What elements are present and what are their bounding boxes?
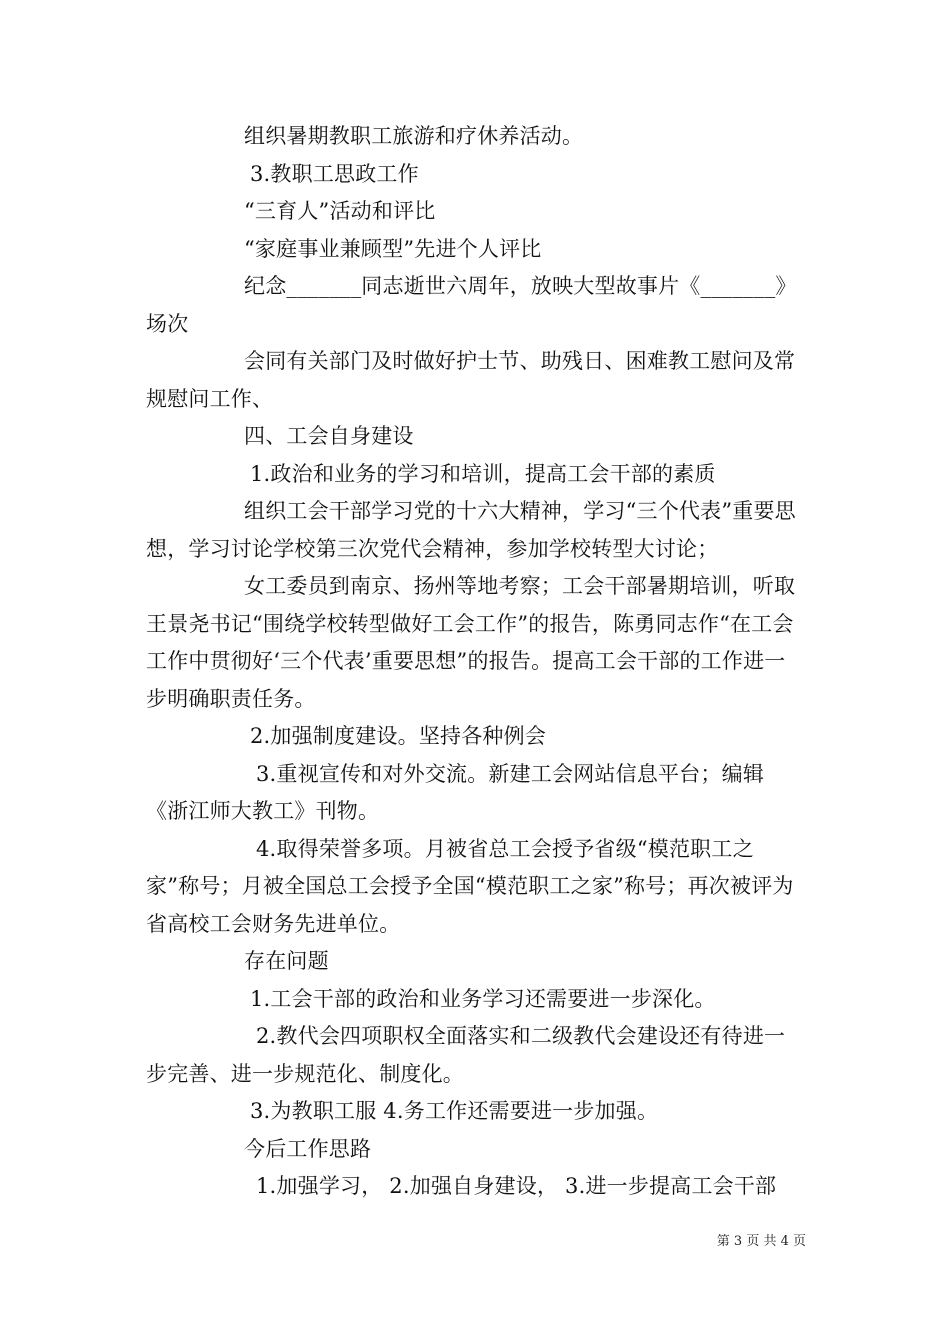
paragraph-ideological-work-heading: 3.教职工思政工作 [250, 161, 419, 186]
paragraph-publicity: 3.重视宣传和对外交流。新建工会网站信息平台；编辑《浙江师大教工》刊物。 [146, 761, 765, 823]
paragraph-problem-1: 1.工会干部的政治和业务学习还需要进一步深化。 [250, 986, 716, 1011]
paragraph-commemoration: 纪念_______同志逝世六周年，放映大型故事片《_______》场次 [146, 274, 797, 336]
paragraph-honors: 4.取得荣誉多项。月被省总工会授予省级“模范职工之家”称号；月被全国总工会授予全国“模范职工之家”称号；再次被评为省高校工会财务先进单位。 [146, 836, 794, 936]
paragraph-family-career: “家庭事业兼顾型”先进个人评比 [244, 236, 542, 261]
paragraph-system-building: 2.加强制度建设。坚持各种例会 [250, 724, 547, 748]
section-heading-self-building: 四、工会自身建设 [244, 424, 414, 448]
paragraph-three-education: “三育人”活动和评比 [244, 199, 436, 223]
paragraph-study-spirit: 组织工会干部学习党的十六大精神，学习“三个代表”重要思想，学习讨论学校第三次党代会精神，参加学校转型大讨论； [146, 499, 796, 561]
paragraph-summer-travel: 组织暑期教职工旅游和疗休养活动。 [244, 124, 584, 148]
section-heading-problems: 存在问题 [244, 949, 329, 973]
paragraph-problem-2: 2.教代会四项职权全面落实和二级教代会建设还有待进一步完善、进一步规范化、制度化。 [146, 1024, 786, 1086]
document-body [146, 118, 806, 1206]
section-heading-future: 今后工作思路 [244, 1136, 372, 1161]
paragraph-investigation: 女工委员到南京、扬州等地考察；工会干部暑期培训，听取王景尧书记“围绕学校转型做好工会工作”的报告，陈勇同志作“在工会工作中贯彻好‘三个代表’重要思想”的报告。提高工会干部的工作进一步明确职责任务。 [146, 574, 796, 711]
paragraph-condolence: 会同有关部门及时做好护士节、助残日、困难教工慰问及常规慰问工作、 [146, 349, 796, 411]
page-number-footer: 第 3 页 共 4 页 [716, 1234, 806, 1249]
paragraph-training-heading: 1.政治和业务的学习和培训，提高工会干部的素质 [250, 461, 716, 486]
paragraph-problem-3: 3.为教职工服 4.务工作还需要进一步加强。 [250, 1099, 659, 1123]
paragraph-future-1: 1.加强学习， 2.加强自身建设， 3.进一步提高工会干部 [256, 1174, 777, 1198]
